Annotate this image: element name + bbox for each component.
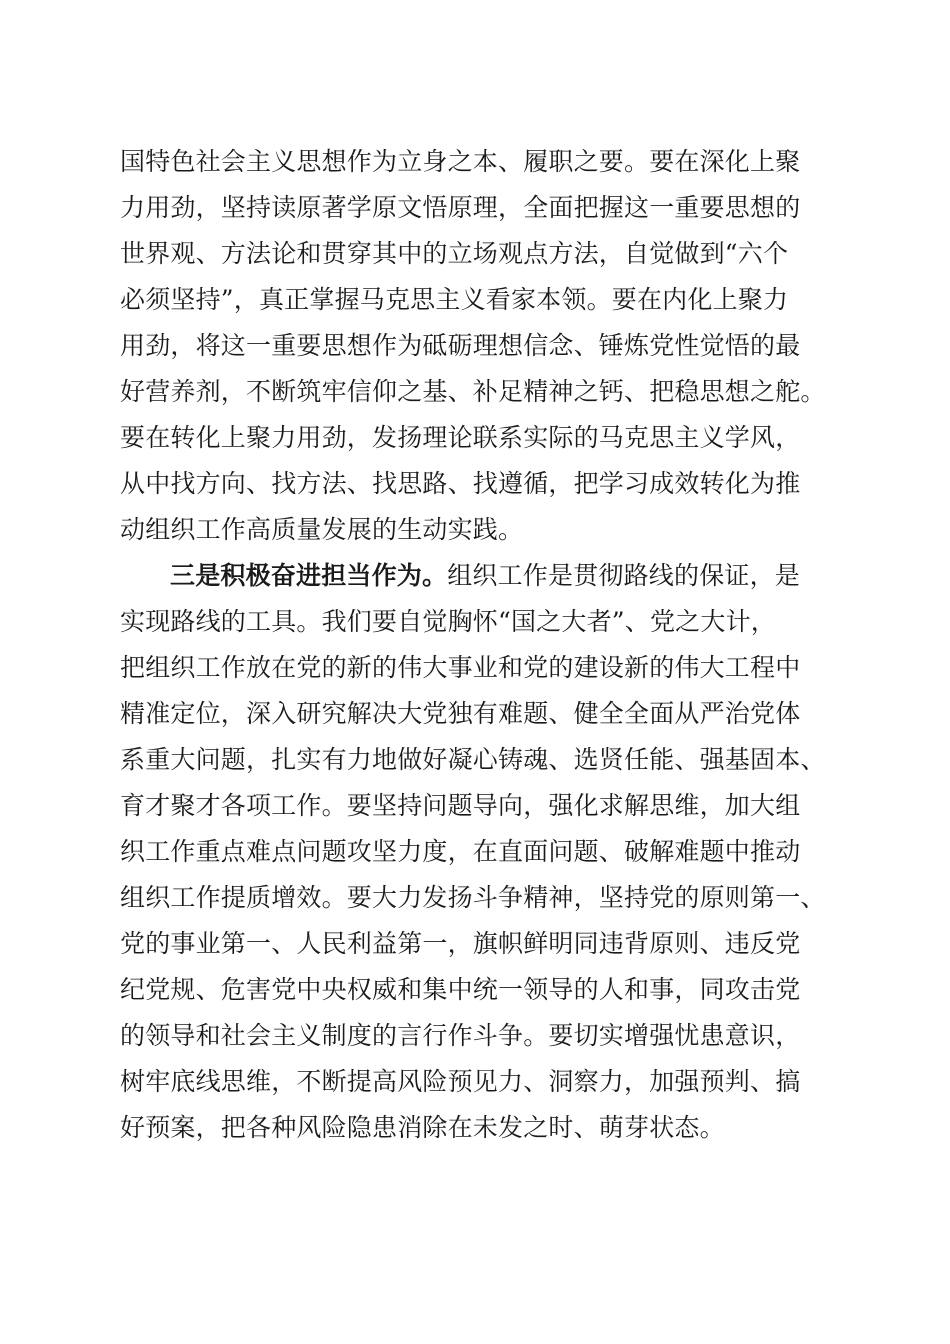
paragraph-1-line: 要在转化上聚力用劲，发扬理论联系实际的马克思主义学风， [120,423,801,452]
paragraph-2-line: 把组织工作放在党的新的伟大事业和党的建设新的伟大工程中 [120,653,801,682]
paragraph-2-line: 党的事业第一、人民利益第一，旗帜鲜明同违背原则、违反党 [120,929,801,958]
paragraph-2-line: 组织工作提质增效。要大力发扬斗争精神，坚持党的原则第一、 [120,883,826,912]
paragraph-1-line: 动组织工作高质量发展的生动实践。 [120,515,524,544]
paragraph-2-line: 树牢底线思维，不断提高风险预见力、洞察力，加强预判、搞 [120,1067,801,1096]
paragraph-2-line: 好预案，把各种风险隐患消除在未发之时、萌芽状态。 [120,1113,725,1142]
paragraph-2-line: 育才聚才各项工作。要坚持问题导向，强化求解思维，加大组 [120,791,801,820]
paragraph-1-line: 世界观、方法论和贯穿其中的立场观点方法，自觉做到“六个 [120,239,789,268]
paragraph-2-line: 实现路线的工具。我们要自觉胸怀“国之大者”、党之大计， [120,607,776,636]
paragraph-2-line: 精准定位，深入研究解决大党独有难题、健全全面从严治党体 [120,699,801,728]
paragraph-1-line: 力用劲，坚持读原著学原文悟原理，全面把握这一重要思想的 [120,193,801,222]
paragraph-1-line: 必须坚持”，真正掌握马克思主义看家本领。要在内化上聚力 [120,285,789,314]
paragraph-2-first-line [170,560,800,592]
paragraph-1-line: 从中找方向、找方法、找思路、找遵循，把学习成效转化为推 [120,469,801,498]
paragraph-2-line: 织工作重点难点问题攻坚力度，在直面问题、破解难题中推动 [120,837,801,866]
paragraph-2-first-line-text: 组织工作是贯彻路线的保证，是 [447,561,801,590]
section-heading: 三是积极奋进担当作为。 [170,561,448,590]
paragraph-2-line: 的领导和社会主义制度的言行作斗争。要切实增强忧患意识， [120,1021,801,1050]
paragraph-2-line: 系重大问题，扎实有力地做好凝心铸魂、选贤任能、强基固本、 [120,745,826,774]
paragraph-2-line: 纪党规、危害党中央权威和集中统一领导的人和事，同攻击党 [120,975,801,1004]
paragraph-1-line: 用劲，将这一重要思想作为砥砺理想信念、锤炼党性觉悟的最 [120,331,801,360]
paragraph-1-line: 好营养剂，不断筑牢信仰之基、补足精神之钙、把稳思想之舵。 [120,377,826,406]
paragraph-1-line: 国特色社会主义思想作为立身之本、履职之要。要在深化上聚 [120,147,801,176]
